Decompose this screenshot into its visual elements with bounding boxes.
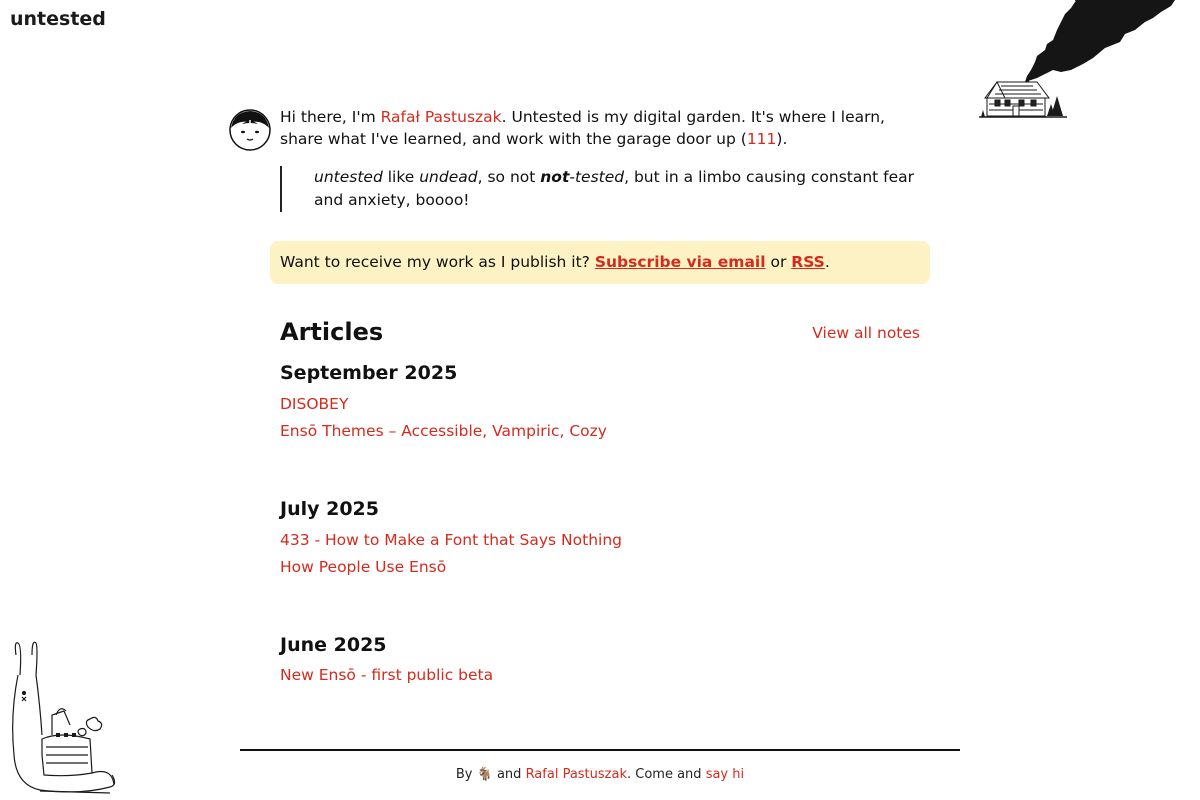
- article-link[interactable]: 433 - How to Make a Font that Says Nothing: [280, 531, 622, 549]
- article-link[interactable]: New Ensō - first public beta: [280, 666, 494, 684]
- quote-so-not: , so not: [477, 168, 541, 186]
- intro-section: [228, 106, 928, 150]
- quote-undead: undead: [419, 168, 478, 186]
- intro-greeting: Hi there, I'm: [280, 108, 381, 126]
- subscribe-or: or: [765, 253, 792, 271]
- footer-and: and: [492, 767, 526, 782]
- count-link[interactable]: 111: [746, 130, 777, 148]
- rss-link[interactable]: RSS: [791, 253, 825, 271]
- goat-icon: 🐐: [476, 767, 493, 782]
- quote-rest: , but in a limbo causing constant fear and anxiety, boooo!: [314, 168, 915, 209]
- quote-not: not: [540, 168, 570, 186]
- quote-tested: -tested: [569, 168, 625, 186]
- intro-description: . Untested is my digital garden. It's where I learn, share what I've learned, and work with the garage door up (: [280, 108, 885, 148]
- articles-title: Articles: [280, 318, 384, 346]
- articles-header: [280, 318, 920, 350]
- subscribe-email-link[interactable]: Subscribe via email: [594, 253, 766, 271]
- view-all-notes-link[interactable]: View all notes: [812, 324, 920, 342]
- month-heading: June 2025: [280, 634, 387, 656]
- snail-house-illustration: [0, 635, 125, 800]
- intro-end: ).: [776, 130, 788, 148]
- intro-text: [280, 106, 928, 150]
- month-heading: July 2025: [280, 498, 379, 520]
- article-link[interactable]: How People Use Ensō: [280, 558, 447, 576]
- article-link[interactable]: DISOBEY: [280, 395, 349, 413]
- quote-untested: untested: [314, 168, 383, 186]
- quote-like: like: [382, 168, 420, 186]
- article-link[interactable]: Ensō Themes – Accessible, Vampiric, Cozy: [280, 422, 607, 440]
- author-link[interactable]: Rafał Pastuszak: [380, 108, 502, 126]
- subscribe-prompt: Want to receive my work as I publish it?: [280, 253, 595, 271]
- subscribe-banner: [270, 241, 930, 284]
- definition-quote: [280, 166, 920, 212]
- matryoshka-avatar-icon: [228, 108, 272, 152]
- footer-divider: [240, 749, 960, 751]
- footer: [240, 767, 960, 782]
- footer-come-and: . Come and: [627, 767, 706, 782]
- footer-author-link[interactable]: Rafal Pastuszak: [525, 767, 627, 782]
- say-hi-link[interactable]: say hi: [705, 767, 745, 782]
- subscribe-suffix: .: [824, 253, 830, 271]
- smoking-house-illustration: [975, 0, 1185, 125]
- site-title[interactable]: untested: [10, 8, 106, 30]
- month-heading: September 2025: [280, 362, 458, 384]
- footer-by: By: [455, 767, 477, 782]
